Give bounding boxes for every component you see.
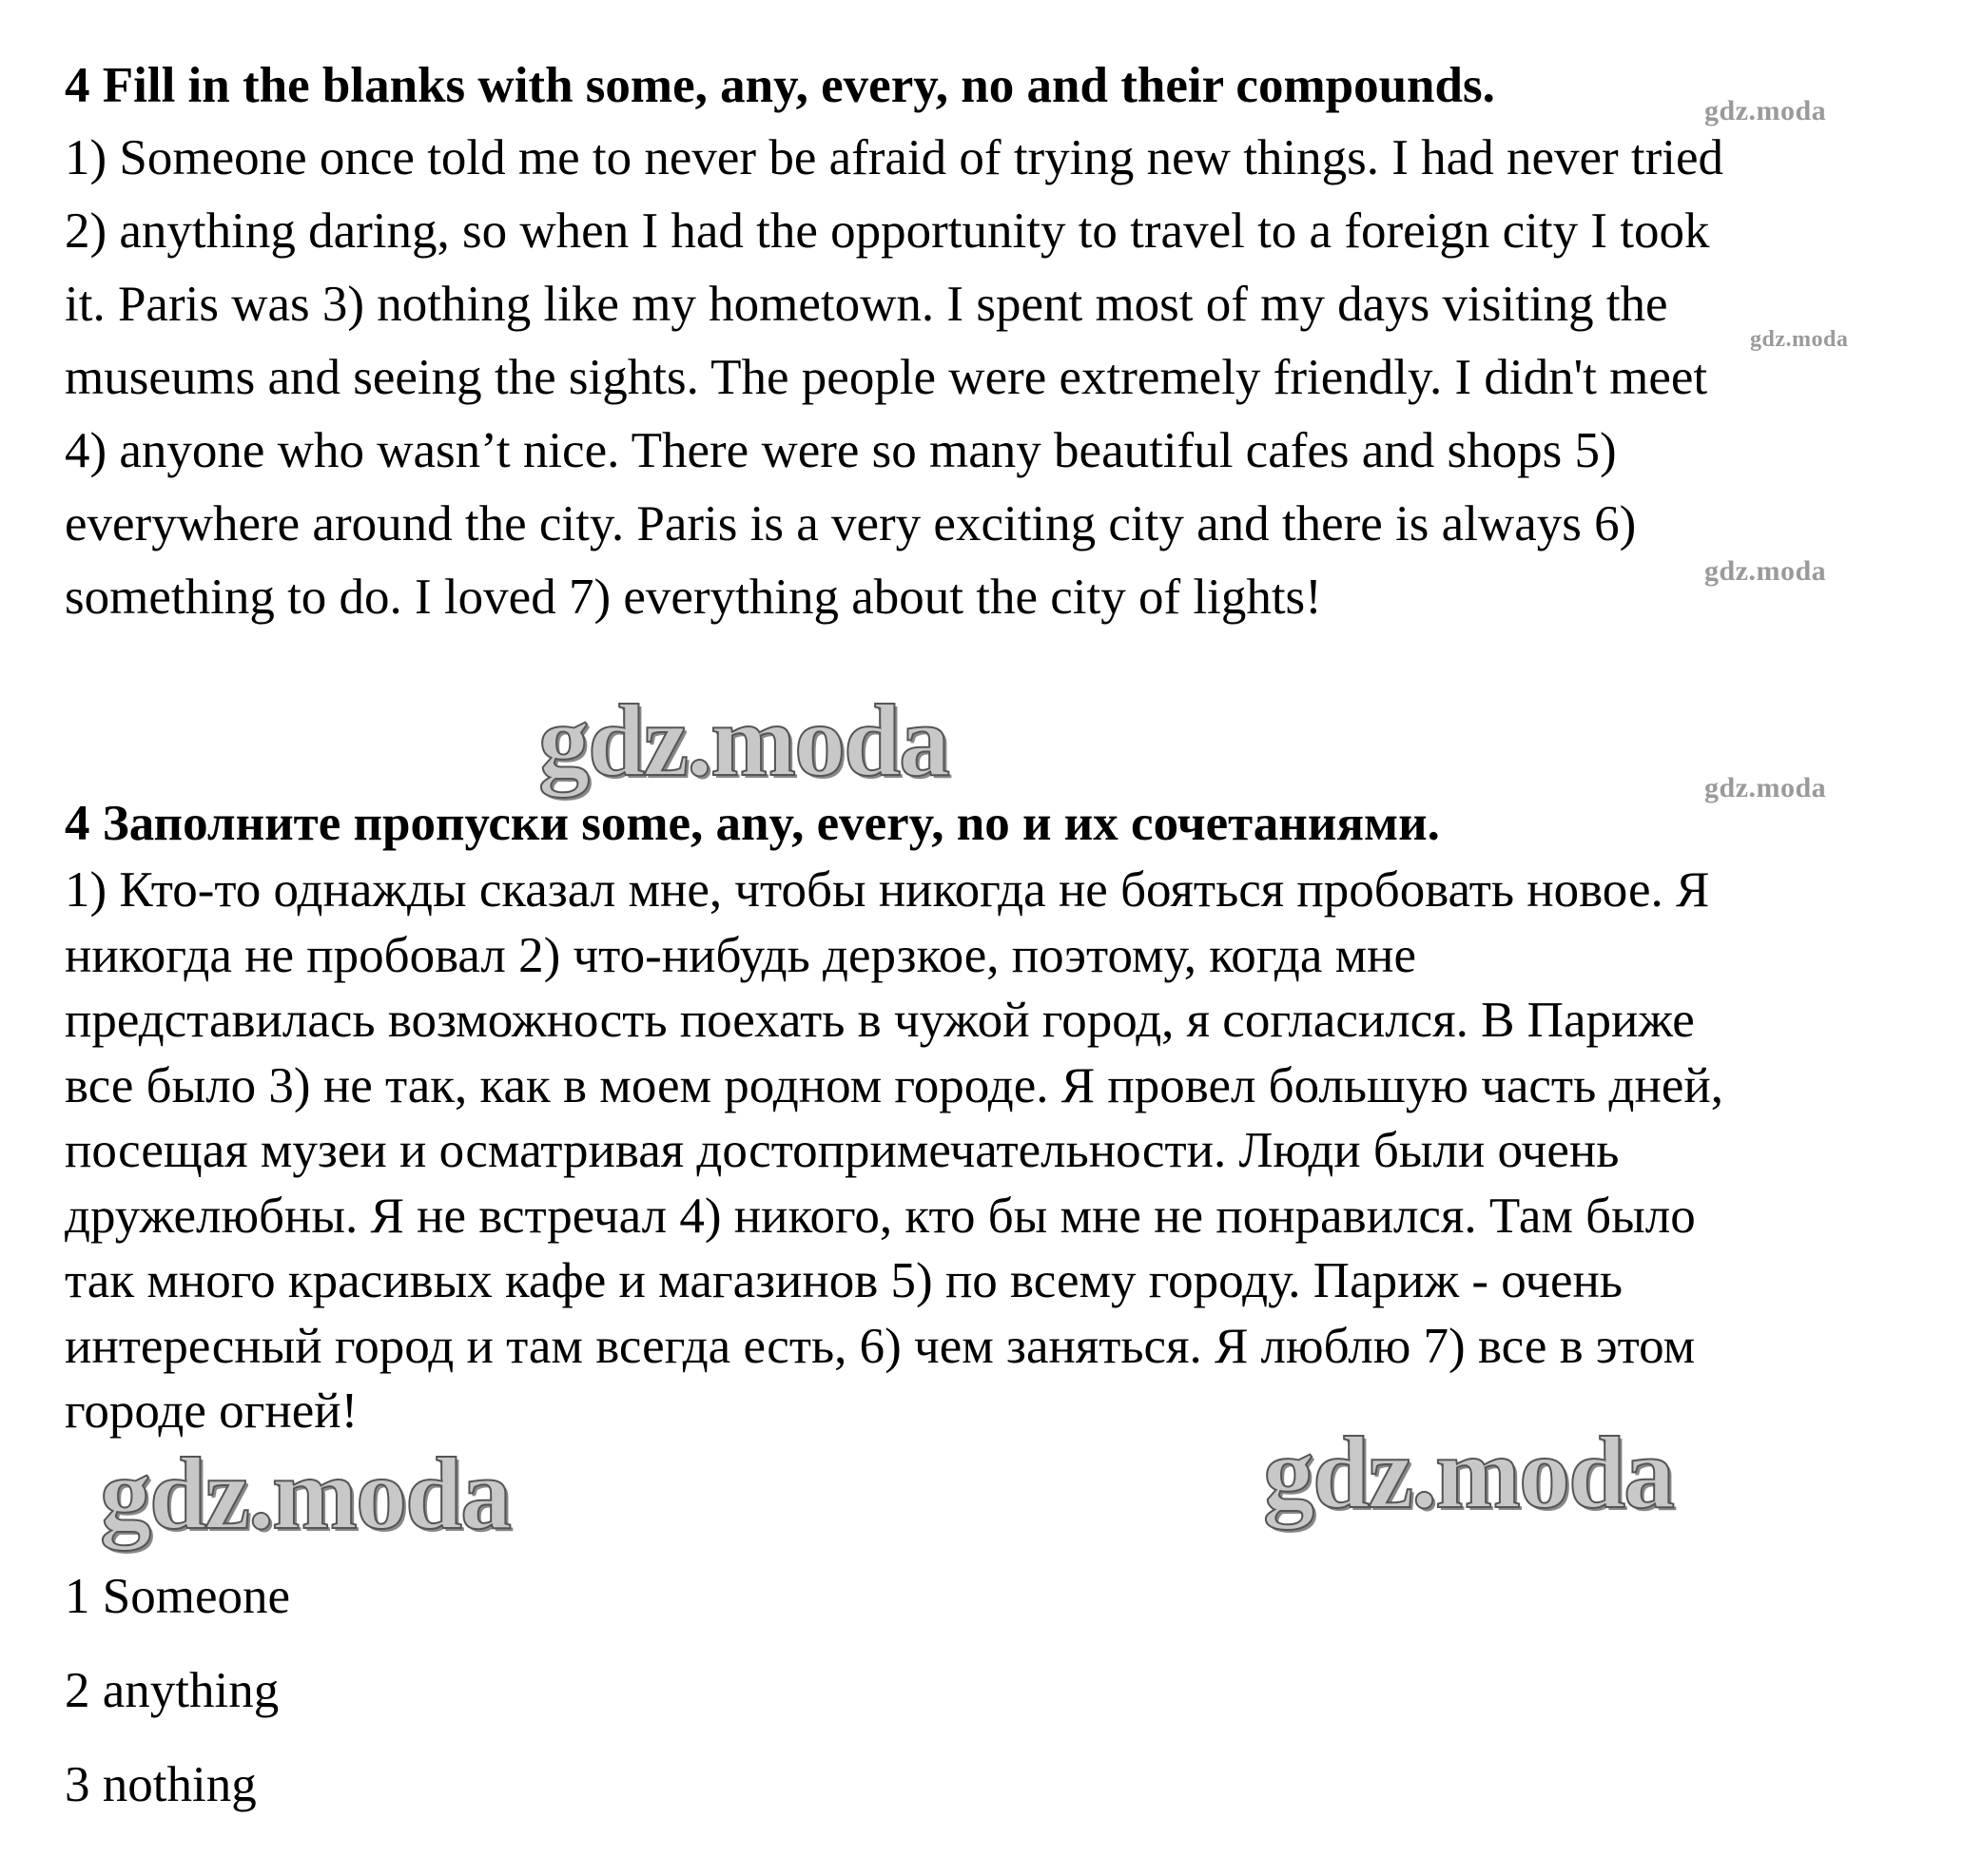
russian-line: городе огней! [65, 1383, 359, 1439]
russian-line: все было 3) не так, как в моем родном городе. Я провел большую часть дней, [65, 1057, 1723, 1113]
english-heading: 4 Fill in the blanks with some, any, every, no and their compounds. [65, 58, 1495, 113]
watermark-large: gdz.moda [100, 1438, 511, 1551]
russian-heading: 4 Заполните пропуски some, any, every, no и их сочетаниями. [65, 796, 1440, 851]
russian-line: интересный город и там всегда есть, 6) чем заняться. Я люблю 7) все в этом [65, 1318, 1696, 1374]
english-line: something to do. I loved 7) everything about the city of lights! [65, 570, 1322, 625]
russian-line: представилась возможность поехать в чужой город, я согласился. В Париже [65, 993, 1695, 1048]
english-line: 2) anything daring, so when I had the opportunity to travel to a foreign city I took [65, 203, 1710, 259]
english-line: 1) Someone once told me to never be afraid of trying new things. I had never tried [65, 130, 1724, 185]
english-line: museums and seeing the sights. The people were extremely friendly. I didn't meet [65, 350, 1708, 405]
watermark-small: gdz.moda [1704, 95, 1827, 126]
english-line: 4) anyone who wasn’t nice. There were so many beautiful cafes and shops 5) [65, 423, 1617, 478]
answer-item: 3 nothing [65, 1757, 257, 1812]
watermark-small: gdz.moda [1750, 327, 1849, 352]
watermark-small: gdz.moda [1704, 555, 1827, 587]
russian-line: дружелюбны. Я не встречал 4) никого, кто бы мне не понравился. Там было [65, 1188, 1696, 1244]
russian-line: 1) Кто-то однажды сказал мне, чтобы никогда не бояться пробовать новое. Я [65, 862, 1710, 918]
answer-item: 2 anything [65, 1663, 280, 1718]
answer-item: 1 Someone [65, 1569, 290, 1624]
english-line: everywhere around the city. Paris is a very exciting city and there is always 6) [65, 496, 1637, 551]
russian-exercise [65, 789, 1929, 1444]
watermark-large: gdz.moda [1263, 1417, 1674, 1530]
russian-line: никогда не пробовал 2) что-нибудь дерзкое, поэтому, когда мне [65, 927, 1417, 983]
watermark-large: gdz.moda [538, 685, 949, 798]
watermark-small: gdz.moda [1704, 772, 1827, 803]
answer-list [65, 1550, 921, 1832]
english-exercise [65, 49, 1929, 634]
russian-line: так много красивых кафе и магазинов 5) по всему городу. Париж - очень [65, 1253, 1624, 1308]
russian-line: посещая музеи и осматривая достопримечательности. Люди были очень [65, 1123, 1620, 1178]
english-line: it. Paris was 3) nothing like my hometown. I spent most of my days visiting the [65, 277, 1668, 332]
